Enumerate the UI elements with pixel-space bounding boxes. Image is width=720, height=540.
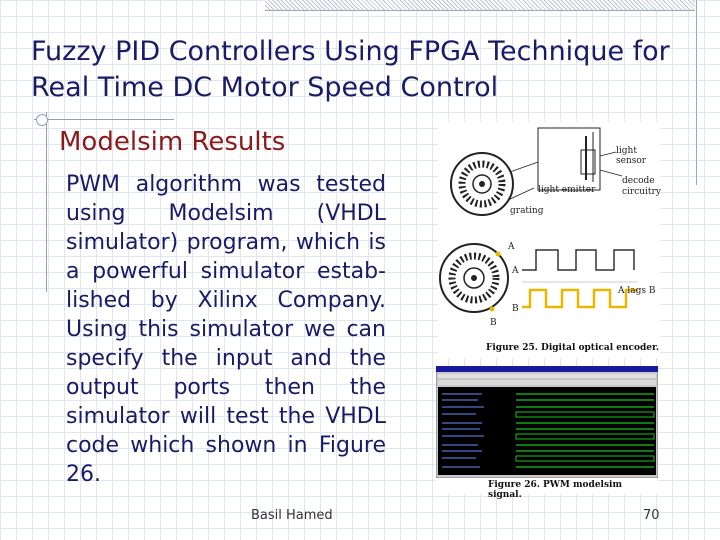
waveform-a: [522, 250, 634, 270]
page-number: 70: [643, 508, 660, 523]
figure-25-caption: Figure 25. Digital optical encoder.: [486, 343, 660, 353]
encoder-disk-bottom: [440, 244, 508, 312]
right-rule: [696, 0, 697, 185]
body-paragraph: PWM algorithm was tested using Modelsim (VHDL simulator) program, which is a powerful simulator estab- lished by Xilinx Company. Using this simulator we can specify the input and the output ports then the simulator will test the VHDL code which shown in Figure 26.: [66, 172, 386, 487]
modelsim-window-drawing: [436, 366, 658, 478]
label-a: A: [508, 242, 515, 252]
footer-author: Basil Hamed: [251, 508, 333, 523]
figure-optical-encoder: [438, 122, 660, 358]
decorative-vertical-line: [46, 112, 47, 292]
decorative-line: [34, 119, 174, 120]
label-light-emitter: light emitter: [538, 185, 596, 195]
label-decode-circuitry-1: decode: [622, 176, 655, 186]
label-grating: grating: [510, 206, 544, 216]
slide-title: Fuzzy PID Controllers Using FPGA Technique for Real Time DC Motor Speed Control: [31, 36, 670, 103]
label-a-lags-b: A lags B: [618, 286, 656, 296]
label-wave-a: A: [512, 266, 519, 276]
label-decode-circuitry-2: circuitry: [622, 187, 661, 197]
top-hatch-bar: [265, 0, 695, 11]
figure-modelsim-signal: [436, 366, 658, 500]
label-b: B: [490, 318, 497, 328]
slide-subtitle: Modelsim Results: [59, 127, 286, 157]
label-light-sensor: light sensor: [616, 146, 647, 166]
label-wave-b: B: [512, 304, 519, 314]
encoder-disk-top: [451, 153, 513, 215]
figure-26-caption: Figure 26. PWM modelsim signal.: [488, 480, 622, 500]
decorative-circle-icon: [36, 114, 48, 126]
